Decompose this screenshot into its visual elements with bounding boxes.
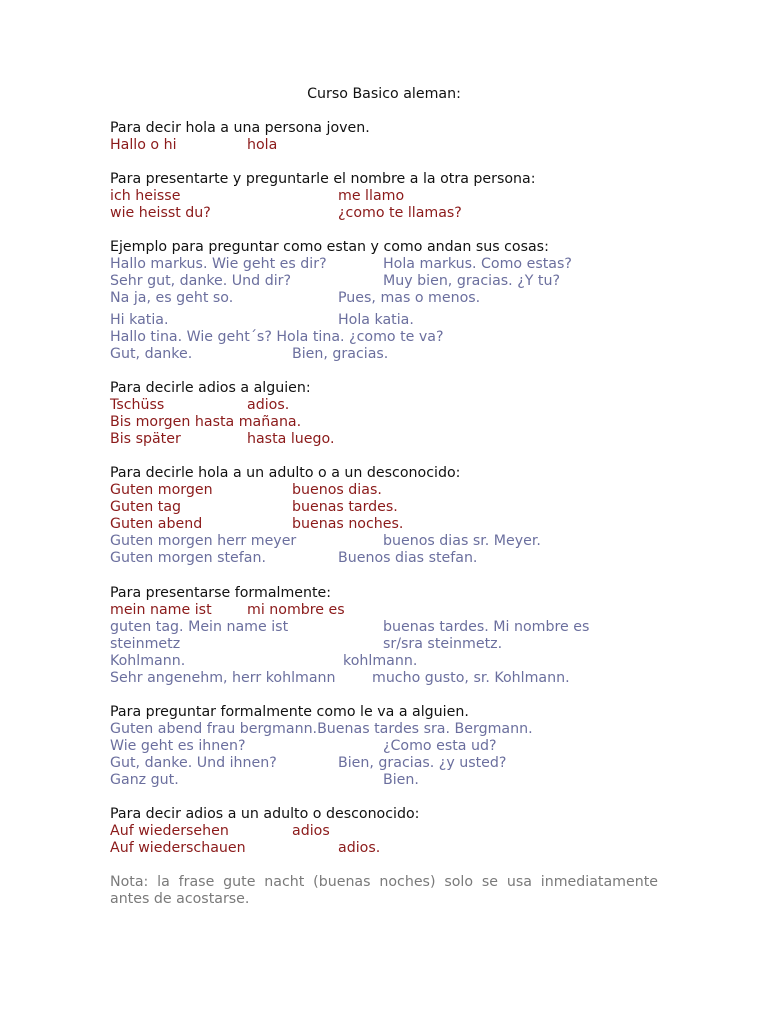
german-phrase: mein name ist <box>110 602 212 618</box>
phrase-row <box>110 312 658 329</box>
german-phrase: Sehr angenehm, herr kohlmann <box>110 670 336 686</box>
german-phrase: Hallo markus. Wie geht es dir? <box>110 256 327 272</box>
spanish-translation: hola <box>247 137 278 153</box>
phrase-row <box>110 772 658 789</box>
section-presentarte <box>110 171 658 222</box>
spanish-translation: buenas tardes. <box>292 499 398 515</box>
spanish-translation: adios <box>292 823 330 839</box>
phrase-row <box>110 397 658 414</box>
german-phrase: Guten morgen <box>110 482 213 498</box>
spanish-translation: buenas noches. <box>292 516 404 532</box>
german-phrase: Hi katia. <box>110 312 169 328</box>
section-heading: Para preguntar formalmente como le va a alguien. <box>110 704 469 720</box>
spanish-translation: ¿Como esta ud? <box>383 738 497 754</box>
phrase-row <box>110 256 658 273</box>
spanish-translation: ¿como te llamas? <box>338 205 462 221</box>
spanish-translation: Pues, mas o menos. <box>338 290 481 306</box>
german-phrase: Ganz gut. <box>110 772 179 788</box>
spanish-translation: buenas tardes. Mi nombre es <box>383 619 590 635</box>
phrase-row <box>110 755 658 772</box>
phrase-row <box>110 290 658 307</box>
phrase-row <box>110 516 658 533</box>
german-phrase: steinmetz <box>110 636 181 652</box>
spanish-translation: mi nombre es <box>247 602 345 618</box>
phrase-row <box>110 205 658 222</box>
phrase-row <box>110 619 658 636</box>
spanish-translation: mucho gusto, sr. Kohlmann. <box>372 670 570 686</box>
spanish-translation: Buenos dias stefan. <box>338 550 478 566</box>
document-title: Curso Basico aleman: <box>307 86 461 102</box>
phrase-row <box>110 602 658 619</box>
phrase-row <box>110 721 658 738</box>
section-ejemplo <box>110 239 658 363</box>
spanish-translation: Hola markus. Como estas? <box>383 256 572 272</box>
german-phrase: wie heisst du? <box>110 205 211 221</box>
spanish-translation: Bien, gracias. <box>292 346 389 362</box>
phrase-pair: Hallo tina. Wie geht´s? Hola tina. ¿como te va? <box>110 329 444 345</box>
section-hola-adulto <box>110 465 658 567</box>
german-phrase: Bis später <box>110 431 181 447</box>
german-phrase: Guten tag <box>110 499 182 515</box>
phrase-row <box>110 823 658 840</box>
phrase-row <box>110 137 658 154</box>
section-heading: Para decir adios a un adulto o desconocido: <box>110 806 420 822</box>
phrase-row <box>110 414 658 431</box>
spanish-translation: Bien, gracias. ¿y usted? <box>338 755 507 771</box>
spanish-translation: sr/sra steinmetz. <box>383 636 503 652</box>
nota-paragraph: Nota: la frase gute nacht (buenas noches) solo se usa inmediatamente antes de acostarse. <box>110 874 658 907</box>
phrase-row <box>110 431 658 448</box>
section-heading: Ejemplo para preguntar como estan y como andan sus cosas: <box>110 239 549 255</box>
phrase-row <box>110 273 658 290</box>
phrase-row <box>110 670 658 687</box>
spanish-translation: hasta luego. <box>247 431 335 447</box>
phrase-row <box>110 188 658 205</box>
german-phrase: Guten morgen herr meyer <box>110 533 297 549</box>
phrase-row <box>110 550 658 567</box>
german-phrase: Kohlmann. <box>110 653 186 669</box>
section-hola-joven <box>110 120 658 154</box>
phrase-row <box>110 738 658 755</box>
phrase-row <box>110 533 658 550</box>
section-heading: Para presentarte y preguntarle el nombre a la otra persona: <box>110 171 536 187</box>
phrase-row <box>110 840 658 857</box>
section-adios <box>110 380 658 448</box>
german-phrase: Guten morgen stefan. <box>110 550 266 566</box>
phrase-row <box>110 653 658 670</box>
section-heading: Para decirle hola a un adulto o a un desconocido: <box>110 465 461 481</box>
spanish-translation: Hola katia. <box>338 312 414 328</box>
phrase-row <box>110 482 658 499</box>
section-heading: Para decir hola a una persona joven. <box>110 120 370 136</box>
spanish-translation: buenos dias. <box>292 482 382 498</box>
german-phrase: ich heisse <box>110 188 181 204</box>
section-heading: Para presentarse formalmente: <box>110 585 332 601</box>
german-phrase: Auf wiedersehen <box>110 823 229 839</box>
section-heading: Para decirle adios a alguien: <box>110 380 311 396</box>
german-phrase: Auf wiederschauen <box>110 840 246 856</box>
german-phrase: guten tag. Mein name ist <box>110 619 289 635</box>
spanish-translation: me llamo <box>338 188 405 204</box>
section-adios-formal <box>110 806 658 857</box>
german-phrase: Guten abend <box>110 516 203 532</box>
spanish-translation: adios. <box>338 840 381 856</box>
phrase-row <box>110 329 658 346</box>
section-como-le-va <box>110 704 658 789</box>
phrase-row <box>110 499 658 516</box>
german-phrase: Sehr gut, danke. Und dir? <box>110 273 292 289</box>
phrase-pair: Guten abend frau bergmann.Buenas tardes sra. Bergmann. <box>110 721 533 737</box>
spanish-translation: buenos dias sr. Meyer. <box>383 533 541 549</box>
section-presentarse-formal <box>110 585 658 687</box>
spanish-translation: Bien. <box>383 772 419 788</box>
german-phrase: Wie geht es ihnen? <box>110 738 246 754</box>
phrase-row <box>110 346 658 363</box>
phrase-row <box>110 636 658 653</box>
spanish-translation: adios. <box>247 397 290 413</box>
spanish-translation: kohlmann. <box>343 653 418 669</box>
german-phrase: Na ja, es geht so. <box>110 290 234 306</box>
spanish-translation: Muy bien, gracias. ¿Y tu? <box>383 273 560 289</box>
german-phrase: Hallo o hi <box>110 137 177 153</box>
german-phrase: Tschüss <box>110 397 165 413</box>
german-phrase: Gut, danke. <box>110 346 193 362</box>
phrase-pair: Bis morgen hasta mañana. <box>110 414 302 430</box>
german-phrase: Gut, danke. Und ihnen? <box>110 755 277 771</box>
